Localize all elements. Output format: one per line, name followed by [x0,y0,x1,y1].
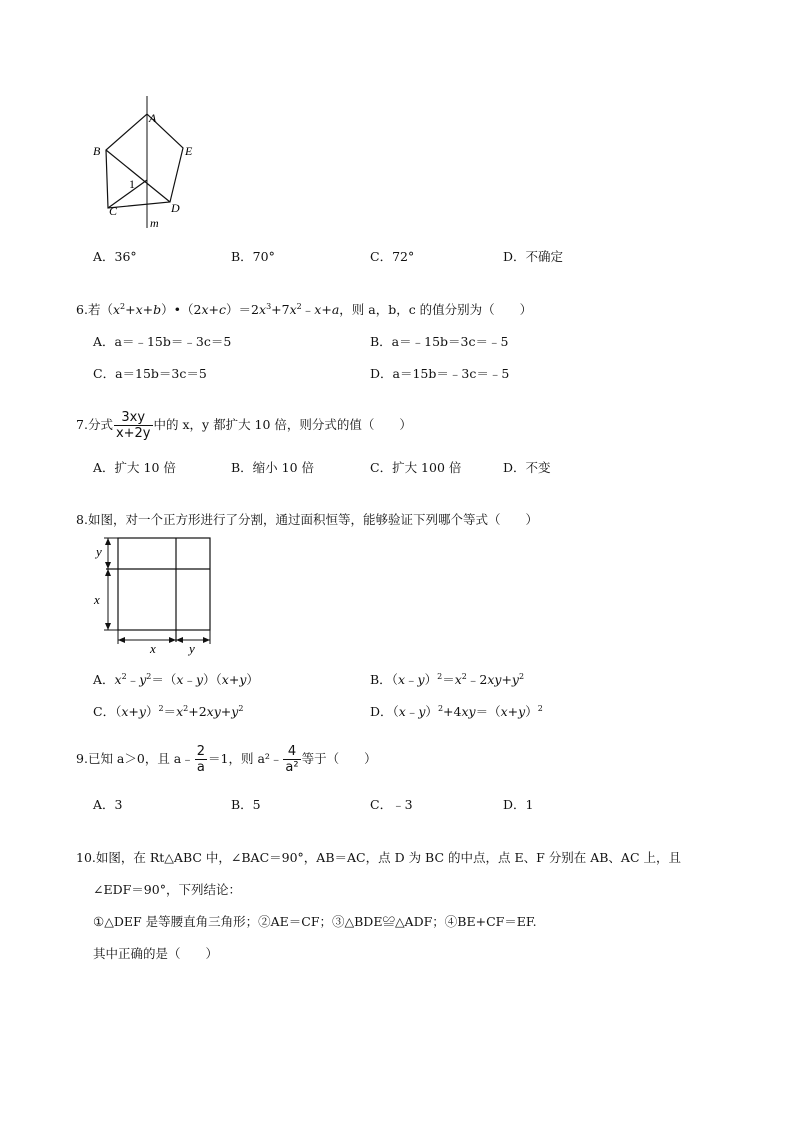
left-arrow-mid-up [105,562,111,569]
q7-number: 7. [76,417,88,432]
label-C: C [109,204,118,218]
q7-stem-tail: 中的 x，y 都扩大 10 倍，则分式的值（ ） [153,417,412,432]
q5-option-a[interactable]: A．36° [93,249,137,264]
label-x-bottom: x [150,641,156,656]
q10-line1-text: 如图，在 Rt△ABC 中，∠BAC＝90°，AB＝AC，点 D 为 BC 的中点，点 E、F 分别在 AB、AC 上，且 [95,850,681,865]
q10-number: 10. [76,850,96,865]
pentagon [106,114,183,208]
q10-line-1 [76,848,681,866]
q9-frac2-den: a² [285,760,299,775]
q6-stem [76,300,532,318]
q9-stem-prefix: 已知 a＞0，且 a﹣ [87,751,194,766]
q7-fraction [114,410,153,441]
label-y-left: y [96,544,102,559]
q7-frac-num: 3xy [114,410,153,426]
left-arrow-mid-down [105,569,111,576]
q9-stem-tail: 等于（ ） [301,751,377,766]
q7-option-a[interactable]: A．扩大 10 倍 [93,460,176,475]
q7-stem [76,410,412,441]
q6-option-d[interactable]: D．a＝15b＝﹣3c＝﹣5 [370,366,510,381]
q9-number: 9. [76,751,88,766]
big-square [118,538,210,630]
q7-option-b[interactable]: B．缩小 10 倍 [231,460,315,475]
label-D: D [171,201,180,215]
left-arrow-bottom [105,623,111,630]
pentagon-figure [88,92,208,234]
label-m: m [150,216,159,230]
q6-option-c[interactable]: C．a＝15b＝3c＝5 [93,366,207,381]
label-y-bottom: y [189,641,195,656]
q8-stem [76,510,538,528]
q8-option-a[interactable]: A．$x^2﹣y^2=(x﹣y)(x+y)$ [93,672,259,687]
label-B: B [93,144,101,158]
bottom-arrow-right [203,637,210,643]
q6-stem-prefix: 若（ [87,302,113,317]
q9-option-a[interactable]: A．3 [93,797,123,812]
q6-equation: $x^2+x+b)•(2x+c)=2x^3+7x^2﹣x+a$ [112,302,340,317]
q10-line-2: ∠EDF＝90°，下列结论： [93,882,241,897]
q10-line-4: 其中正确的是（ ） [93,946,219,961]
q8-option-c[interactable]: C．$(x+y)^2=x^2+2xy+y^2$ [93,704,244,719]
q5-option-b[interactable]: B．70° [231,249,275,264]
q9-option-c[interactable]: C．﹣3 [370,797,413,812]
q7-option-c[interactable]: C．扩大 100 倍 [370,460,462,475]
q9-stem [76,744,377,775]
bottom-arrow-mid-left [169,637,176,643]
q6-option-b[interactable]: B．a＝﹣15b＝3c＝﹣5 [370,334,509,349]
q5-option-d[interactable]: D．不确定 [503,249,564,264]
q10-line-3: ①△DEF 是等腰直角三角形；②AE＝CF；③△BDE≌△ADF；④BE+CF＝EF. [93,914,537,929]
q9-frac1-num: 2 [196,744,206,759]
q9-fraction-2 [283,744,300,775]
q7-frac-den: x+2y [115,426,151,441]
q6-number: 6. [76,302,88,317]
bottom-arrow-mid-right [176,637,183,643]
bottom-arrow-left [118,637,125,643]
q9-option-b[interactable]: B．5 [231,797,261,812]
q7-stem-prefix: 分式 [87,417,113,432]
q9-frac1-den: a [196,760,205,775]
q9-fraction-1 [195,744,207,775]
left-arrow-top [105,538,111,545]
q6-option-a[interactable]: A．a＝﹣15b＝﹣3c＝5 [93,334,232,349]
q9-frac2-num: 4 [283,744,300,760]
label-E: E [185,144,193,158]
square-partition-figure [88,532,218,658]
diagonal-bd [106,150,170,202]
label-x-left: x [94,592,100,607]
q8-option-b[interactable]: B．$(x﹣y)^2=x^2﹣2xy+y^2$ [370,672,525,687]
q9-stem-mid: ＝1，则 a²﹣ [208,751,283,766]
label-A: A [149,111,157,125]
q6-stem-tail: ，则 a，b，c 的值分别为（ ） [339,302,533,317]
q9-option-d[interactable]: D．1 [503,797,534,812]
q8-stem-text: 如图，对一个正方形进行了分割，通过面积恒等，能够验证下列哪个等式（ ） [87,512,538,527]
label-angle-1: 1 [129,177,135,191]
q7-option-d[interactable]: D．不变 [503,460,551,475]
q8-option-d[interactable]: D．$(x﹣y)^2+4xy=(x+y)^2$ [370,704,543,719]
q8-number: 8. [76,512,88,527]
q5-option-c[interactable]: C．72° [370,249,415,264]
